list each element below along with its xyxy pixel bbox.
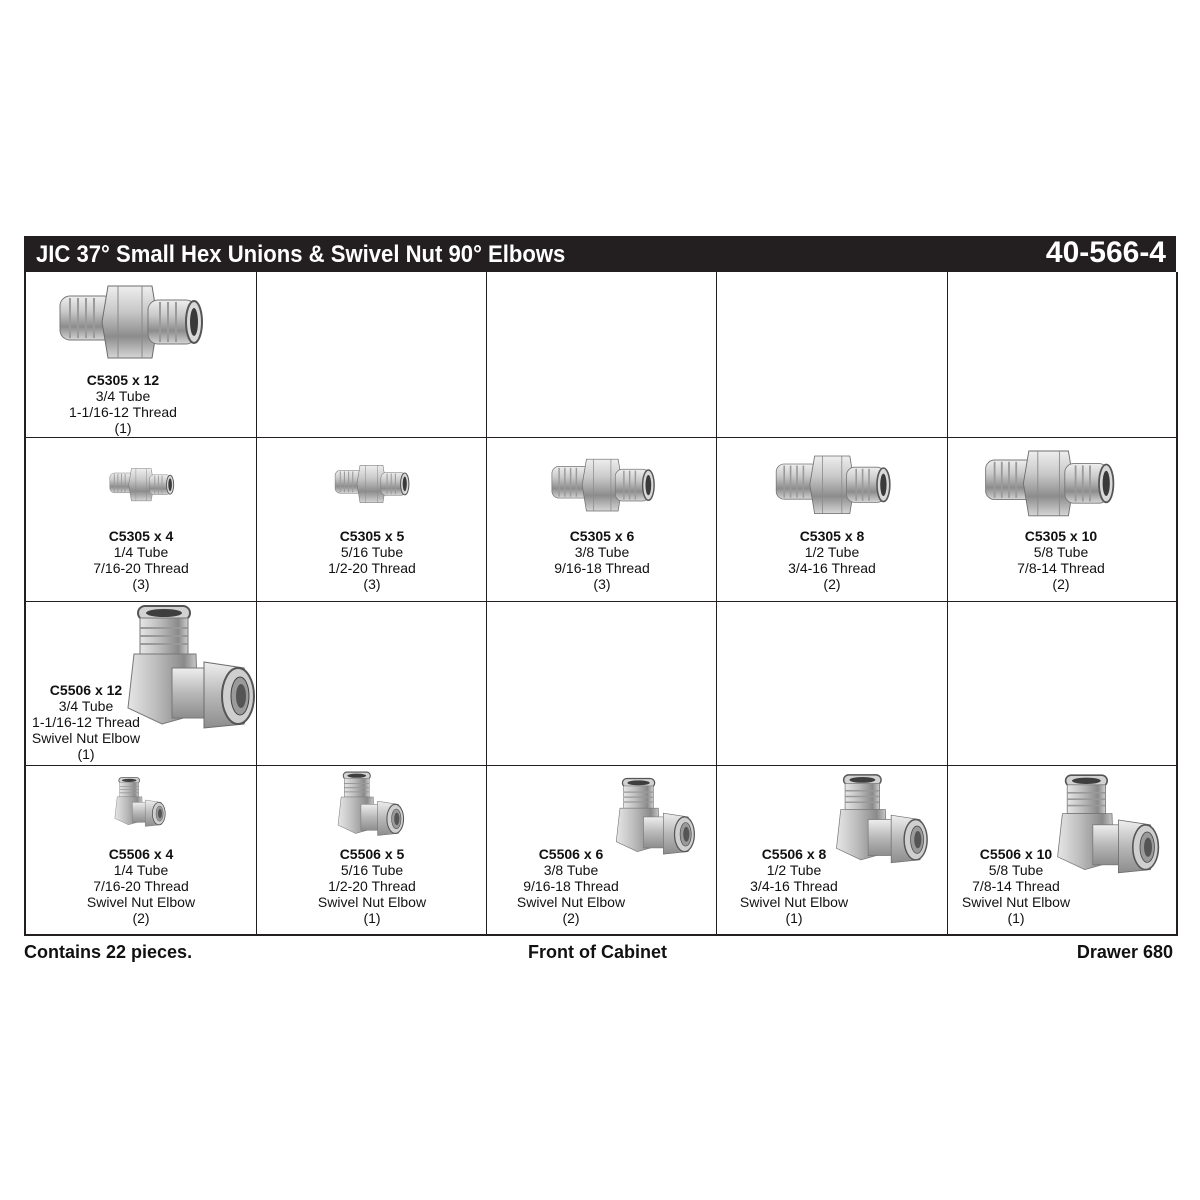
drawer-cell-r1-c1	[26, 272, 257, 438]
part-spec: 3/4 Tube	[95, 388, 151, 404]
part-label	[1017, 528, 1105, 592]
part-spec: 3/4-16 Thread	[750, 878, 838, 894]
part-spec: 7/8-14 Thread	[1017, 560, 1105, 576]
kit-number: 40-566-4	[1045, 236, 1166, 269]
part-label	[69, 372, 177, 436]
elbow-fitting-icon	[114, 776, 166, 837]
part-spec: 1/2-20 Thread	[328, 878, 416, 894]
part-spec: 1-1/16-12 Thread	[69, 404, 177, 420]
quantity: (2)	[132, 910, 150, 926]
drawer-cell-r3-c2	[257, 602, 487, 766]
part-number: C5506 x 4	[108, 846, 174, 862]
drawer-cell-r1-c2	[257, 272, 487, 438]
quantity: (2)	[562, 910, 580, 926]
part-spec: Swivel Nut Elbow	[31, 730, 141, 746]
drawer-cell-r4-c2	[257, 766, 487, 934]
part-number: C5305 x 8	[799, 528, 865, 544]
part-label	[962, 846, 1070, 926]
part-spec: 7/16-20 Thread	[93, 560, 189, 576]
part-number: C5305 x 10	[1024, 528, 1098, 544]
part-label	[740, 846, 848, 926]
drawer-cell-r3-c5	[948, 602, 1176, 766]
quantity: (1)	[363, 910, 381, 926]
part-spec: 3/4-16 Thread	[788, 560, 876, 576]
elbow-fitting-icon	[615, 776, 696, 868]
union-fitting-icon	[333, 460, 411, 513]
quantity: (3)	[132, 576, 150, 592]
part-label	[87, 846, 195, 926]
part-number: C5305 x 4	[108, 528, 174, 544]
union-fitting-icon	[56, 276, 206, 373]
drawer-label-sheet	[24, 236, 1176, 936]
drawer-cell-r2-c5	[948, 438, 1176, 602]
part-spec: 1/4 Tube	[113, 544, 169, 560]
header-bar	[24, 236, 1176, 272]
part-spec: 5/16 Tube	[340, 862, 404, 878]
part-spec: 5/16 Tube	[340, 544, 404, 560]
part-spec: 1/2 Tube	[766, 862, 822, 878]
part-label	[554, 528, 649, 592]
drawer-cell-r1-c5	[948, 272, 1176, 438]
part-spec: Swivel Nut Elbow	[86, 894, 196, 910]
quantity: (3)	[593, 576, 611, 592]
part-number: C5506 x 10	[979, 846, 1053, 862]
part-spec: 9/16-18 Thread	[523, 878, 619, 894]
part-number: C5305 x 6	[569, 528, 635, 544]
part-spec: Swivel Nut Elbow	[739, 894, 849, 910]
quantity: (1)	[114, 420, 132, 436]
drawer-cell-r4-c3	[487, 766, 717, 934]
part-number: C5305 x 5	[339, 528, 405, 544]
union-fitting-icon	[549, 452, 657, 523]
elbow-fitting-icon	[126, 602, 256, 747]
part-spec: 1/4 Tube	[113, 862, 169, 878]
drawer-cell-r4-c5	[948, 766, 1176, 934]
elbow-fitting-icon	[1056, 772, 1160, 889]
part-label	[328, 528, 416, 592]
quantity: (1)	[1007, 910, 1025, 926]
parts-grid	[24, 272, 1178, 936]
quantity: (3)	[363, 576, 381, 592]
drawer-number: Drawer 680	[1076, 942, 1173, 962]
drawer-cell-r2-c2	[257, 438, 487, 602]
drawer-cell-r2-c1	[26, 438, 257, 602]
part-number: C5506 x 12	[49, 682, 123, 698]
union-fitting-icon	[773, 448, 893, 527]
part-label	[788, 528, 876, 592]
drawer-cell-r1-c3	[487, 272, 717, 438]
drawer-cell-r3-c1	[26, 602, 257, 766]
part-spec: 5/8 Tube	[1033, 544, 1089, 560]
part-spec: 1-1/16-12 Thread	[32, 714, 140, 730]
drawer-cell-r3-c4	[717, 602, 948, 766]
part-label	[318, 846, 426, 926]
quantity: (2)	[823, 576, 841, 592]
quantity: (2)	[1052, 576, 1070, 592]
part-spec: 3/4 Tube	[58, 698, 114, 714]
part-spec: Swivel Nut Elbow	[317, 894, 427, 910]
piece-count: Contains 22 pieces.	[24, 942, 193, 962]
part-spec: 3/8 Tube	[543, 862, 599, 878]
union-fitting-icon	[982, 442, 1117, 530]
part-label	[32, 682, 140, 762]
part-spec: 1/2 Tube	[804, 544, 860, 560]
part-spec: 7/16-20 Thread	[93, 878, 189, 894]
front-of-cabinet-label: Front of Cabinet	[528, 942, 667, 962]
part-label	[93, 528, 188, 592]
quantity: (1)	[77, 746, 95, 762]
drawer-cell-r4-c1	[26, 766, 257, 934]
part-spec: 3/8 Tube	[574, 544, 630, 560]
elbow-fitting-icon	[835, 772, 929, 878]
drawer-cell-r1-c4	[717, 272, 948, 438]
drawer-cell-r2-c4	[717, 438, 948, 602]
part-spec: 1/2-20 Thread	[328, 560, 416, 576]
part-spec: Swivel Nut Elbow	[516, 894, 626, 910]
quantity: (1)	[785, 910, 803, 926]
page-title: JIC 37° Small Hex Unions & Swivel Nut 90° Elbows	[36, 241, 566, 268]
part-number: C5305 x 12	[86, 372, 160, 388]
union-fitting-icon	[108, 464, 176, 510]
drawer-cell-r3-c3	[487, 602, 717, 766]
part-spec: 9/16-18 Thread	[554, 560, 650, 576]
part-number: C5506 x 8	[761, 846, 827, 862]
part-spec: 7/8-14 Thread	[972, 878, 1060, 894]
part-spec: Swivel Nut Elbow	[961, 894, 1071, 910]
part-number: C5506 x 5	[339, 846, 405, 862]
part-spec: 5/8 Tube	[988, 862, 1044, 878]
part-label	[517, 846, 625, 926]
drawer-cell-r2-c3	[487, 438, 717, 602]
part-number: C5506 x 6	[538, 846, 604, 862]
drawer-cell-r4-c4	[717, 766, 948, 934]
elbow-fitting-icon	[337, 770, 405, 848]
